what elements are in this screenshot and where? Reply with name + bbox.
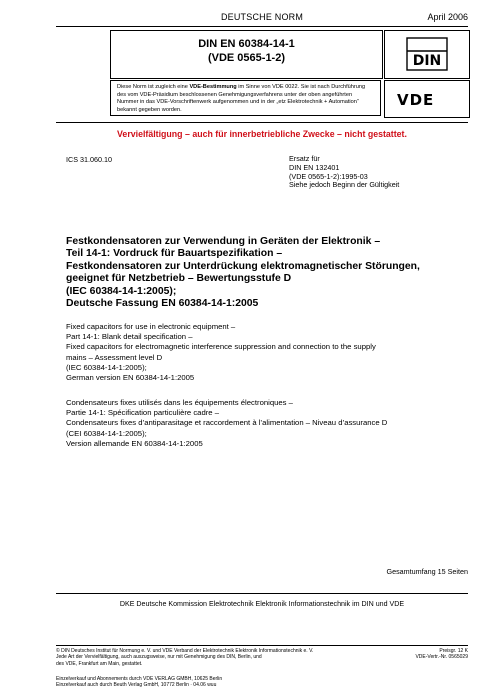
svg-text:DIN: DIN bbox=[412, 53, 442, 69]
replacement-line: Siehe jedoch Beginn der Gültigkeit bbox=[289, 180, 400, 190]
title-line: mains – Assessment level D bbox=[66, 352, 163, 362]
copyright-line: © DIN Deutsches Institut für Normung e. V. und VDE Verband der Elektrotechnik Elektronik Informationstechnik e. V. bbox=[56, 648, 314, 654]
title-line: (IEC 60384-14-1:2005); bbox=[66, 285, 177, 297]
note-text-1: Diese Norm ist zugleich eine bbox=[117, 84, 190, 90]
vde-number: (VDE 0565-1-2) bbox=[207, 52, 286, 64]
footer bbox=[56, 645, 468, 689]
title-line: geeignet für Netzbetrieb – Bewertungsstufe D bbox=[66, 273, 292, 285]
sales-info bbox=[56, 676, 356, 689]
standard-number-box bbox=[110, 30, 383, 79]
title-line: German version EN 60384-14-1:2005 bbox=[66, 373, 195, 383]
title-line: Part 14-1: Blank detail specification – bbox=[66, 332, 193, 342]
price-info bbox=[415, 648, 468, 661]
title-english bbox=[66, 322, 466, 383]
vde-note bbox=[110, 80, 381, 116]
replacement-line: DIN EN 132401 bbox=[289, 162, 340, 172]
title-line: Fixed capacitors for electromagnetic interference suppression and connection to the supply bbox=[66, 342, 376, 352]
document-category: DEUTSCHE NORM bbox=[220, 12, 304, 22]
din-logo-box bbox=[384, 30, 470, 79]
title-line: Fixed capacitors for use in electronic equipment – bbox=[66, 322, 236, 331]
vde-logo-box bbox=[384, 80, 470, 118]
copy-warning: Vervielfältigung – auch für innerbetriebliche Zwecke – nicht gestattet. bbox=[56, 122, 468, 139]
copyright-notice bbox=[56, 648, 356, 667]
title-line: Version allemande EN 60384-14-1:2005 bbox=[66, 438, 203, 448]
din-logo bbox=[406, 37, 448, 71]
copyright-line: Jede Art der Vervielfältigung, auch auszugsweise, nur mit Genehmigung des DIN, Berlin, und bbox=[56, 654, 262, 661]
ics-code: ICS 31.060.10 bbox=[66, 155, 112, 164]
title-line: Deutsche Fassung EN 60384-14-1:2005 bbox=[66, 298, 259, 310]
replacement-info bbox=[289, 155, 399, 190]
dke-text: DKE Deutsche Kommission Elektrotechnik Elektronik Informationstechnik im DIN und VDE bbox=[119, 600, 405, 608]
issue-date: April 2006 bbox=[427, 12, 468, 22]
copyright-line: des VDE, Frankfurt am Main, gestattet. bbox=[56, 660, 143, 667]
title-line: (CEI 60384-14-1:2005); bbox=[66, 428, 147, 438]
replacement-line: Ersatz für bbox=[289, 154, 320, 163]
dke-line bbox=[56, 593, 468, 608]
note-bold: VDE-Bestimmung bbox=[189, 84, 237, 90]
page-count: Gesamtumfang 15 Seiten bbox=[386, 567, 468, 576]
price-group: Preisgr. 12 K bbox=[439, 648, 468, 654]
title-line: Condensateurs fixes utilisés dans les équipements électroniques – bbox=[66, 398, 293, 407]
title-line: Condensateurs fixes d’antiparasitage et raccordement à l’alimentation – Niveau d’assurance D bbox=[66, 418, 388, 428]
note-text-2: im Sinne von VDE 0022. Sie ist nach Durchführung des vom VDE-Präsidium beschlossenen Genehmigungsverfahrens unter der oben angeführten Nummer in das VDE-Vorschriftenwerk aufgenommen und in der „etz Elektrotechnik + Automation“ bekannt gegeben worden. bbox=[117, 84, 366, 113]
title-line: Festkondensatoren zur Verwendung in Geräten der Elektronik – bbox=[66, 236, 381, 247]
title-line: Teil 14-1: Vordruck für Bauartspezifikation – bbox=[66, 248, 283, 260]
standard-number: DIN EN 60384-14-1 bbox=[198, 38, 295, 50]
sales-line: Einzelverkauf auch durch Beuth Verlag GmbH, 10772 Berlin · 04.06 wuu bbox=[56, 682, 217, 689]
page-header bbox=[56, 10, 468, 27]
vde-logo: VDE bbox=[397, 91, 435, 109]
replacement-line: (VDE 0565-1-2):1995-03 bbox=[289, 171, 368, 181]
title-german bbox=[66, 236, 466, 310]
title-french bbox=[66, 398, 466, 449]
sales-line: Einzelverkauf und Abonnements durch VDE VERLAG GMBH, 10625 Berlin bbox=[56, 676, 223, 682]
title-line: Partie 14-1: Spécification particulière cadre – bbox=[66, 408, 219, 418]
title-line: Festkondensatoren zur Unterdrückung elektromagnetischer Störungen, bbox=[66, 260, 420, 272]
vde-distribution-number: VDE-Vertr.-Nr. 0565029 bbox=[415, 654, 468, 661]
title-line: (IEC 60384-14-1:2005); bbox=[66, 362, 147, 372]
